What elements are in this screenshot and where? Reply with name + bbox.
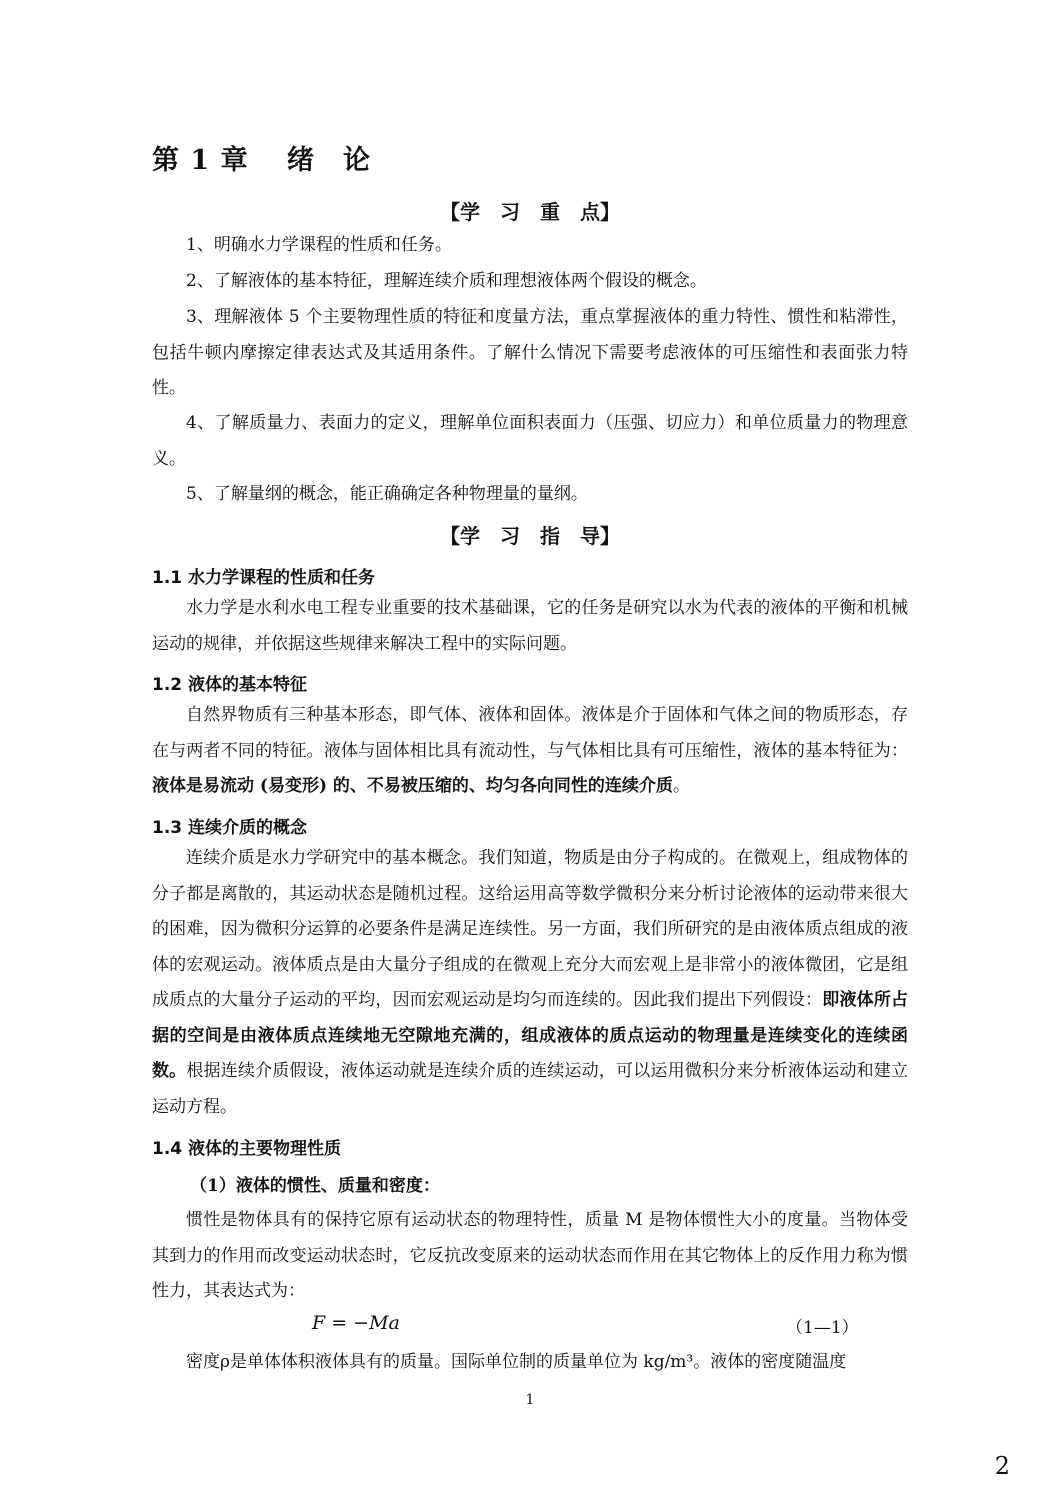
guide-heading: 【学 习 指 导】: [440, 524, 620, 548]
section-1-2-text: 自然界物质有三种基本形态，即气体、液体和固体。液体是介于固体和气体之间的物质形态，存在与两者不同的特征。液体与固体相比具有流动性，与气体相比具有可压缩性，液体的基本特征为：液体是易流动 (易变形) 的、不易被压缩的、均匀各向同性的连续介质。: [152, 705, 908, 796]
focus-heading: 【学 习 重 点】: [440, 200, 620, 224]
section-1-3-text: 连续介质是水力学研究中的基本概念。我们知道，物质是由分子构成的。在微观上，组成物体的分子都是离散的，其运动状态是随机过程。这给运用高等数学微积分来分析讨论液体的运动带来很大的困难，因为微积分运算的必要条件是满足连续性。另一方面，我们所研究的是由液体质点组成的液体的宏观运动。液体质点是由大量分子组成的在微观上充分大而宏观上是非常小的液体微团，它是组成质点的大量分子运动的平均，因而宏观运动是均匀而连续的。因此我们提出下列假设：即液体所占据的空间是由液体质点连续地无空隙地充满的，组成液体的质点运动的物理量是连续变化的连续函数。根据连续介质假设，液体运动就是连续介质的连续运动，可以运用微积分来分析液体运动和建立运动方程。: [152, 848, 909, 1117]
section-1-1-title: 1.1 水力学课程的性质和任务: [152, 568, 376, 588]
focus-item-3: 3、理解液体 5 个主要物理性质的特征和度量方法，重点掌握液体的重力特性、惯性和粘滞性，包括牛顿内摩擦定律表达式及其适用条件。了解什么情况下需要考虑液体的可压缩性和表面张力特性。: [152, 307, 908, 398]
section-1-4-text2: 密度ρ是单体体积液体具有的质量。国际单位制的质量单位为 kg/m³。液体的密度随温度: [186, 1352, 847, 1372]
page-number: 1: [525, 1392, 535, 1408]
chapter-title: 第 1 章 绪 论: [152, 145, 371, 176]
section-1-1-text: 水力学是水利水电工程专业重要的技术基础课，它的任务是研究以水为代表的液体的平衡和机械运动的规律，并依据这些规律来解决工程中的实际问题。: [152, 598, 908, 654]
section-1-3-title: 1.3 连续介质的概念: [152, 818, 308, 838]
equation-1-1: F = −Ma: [312, 1312, 400, 1334]
section-1-4-title: 1.4 液体的主要物理性质: [152, 1139, 342, 1159]
section-1-2-title: 1.2 液体的基本特征: [152, 675, 308, 695]
equation-number: （1—1）: [786, 1318, 859, 1338]
focus-item-5: 5、了解量纲的概念，能正确确定各种物理量的量纲。: [186, 484, 588, 504]
section-1-4-subtitle: （1）液体的惯性、质量和密度：: [190, 1176, 440, 1196]
focus-item-2: 2、了解液体的基本特征，理解连续介质和理想液体两个假设的概念。: [186, 271, 707, 291]
corner-number: 2: [994, 1452, 1010, 1480]
focus-item-4: 4、了解质量力、表面力的定义，理解单位面积表面力（压强、切应力）和单位质量力的物理意义。: [152, 413, 908, 469]
section-1-2-bold: 液体是易流动 (易变形) 的、不易被压缩的、均匀各向同性的连续介质: [152, 776, 673, 796]
section-1-3-bold: 即液体所占据的空间是由液体质点连续地无空隙地充满的，组成液体的质点运动的物理量是连续变化的连续函数。: [152, 990, 909, 1081]
section-1-4-text1: 惯性是物体具有的保持它原有运动状态的物理特性，质量 M 是物体惯性大小的度量。当物体受其到力的作用而改变运动状态时，它反抗改变原来的运动状态而作用在其它物体上的反作用力称为惯性力，其表达式为：: [152, 1210, 908, 1301]
focus-item-1: 1、明确水力学课程的性质和任务。: [186, 235, 452, 255]
